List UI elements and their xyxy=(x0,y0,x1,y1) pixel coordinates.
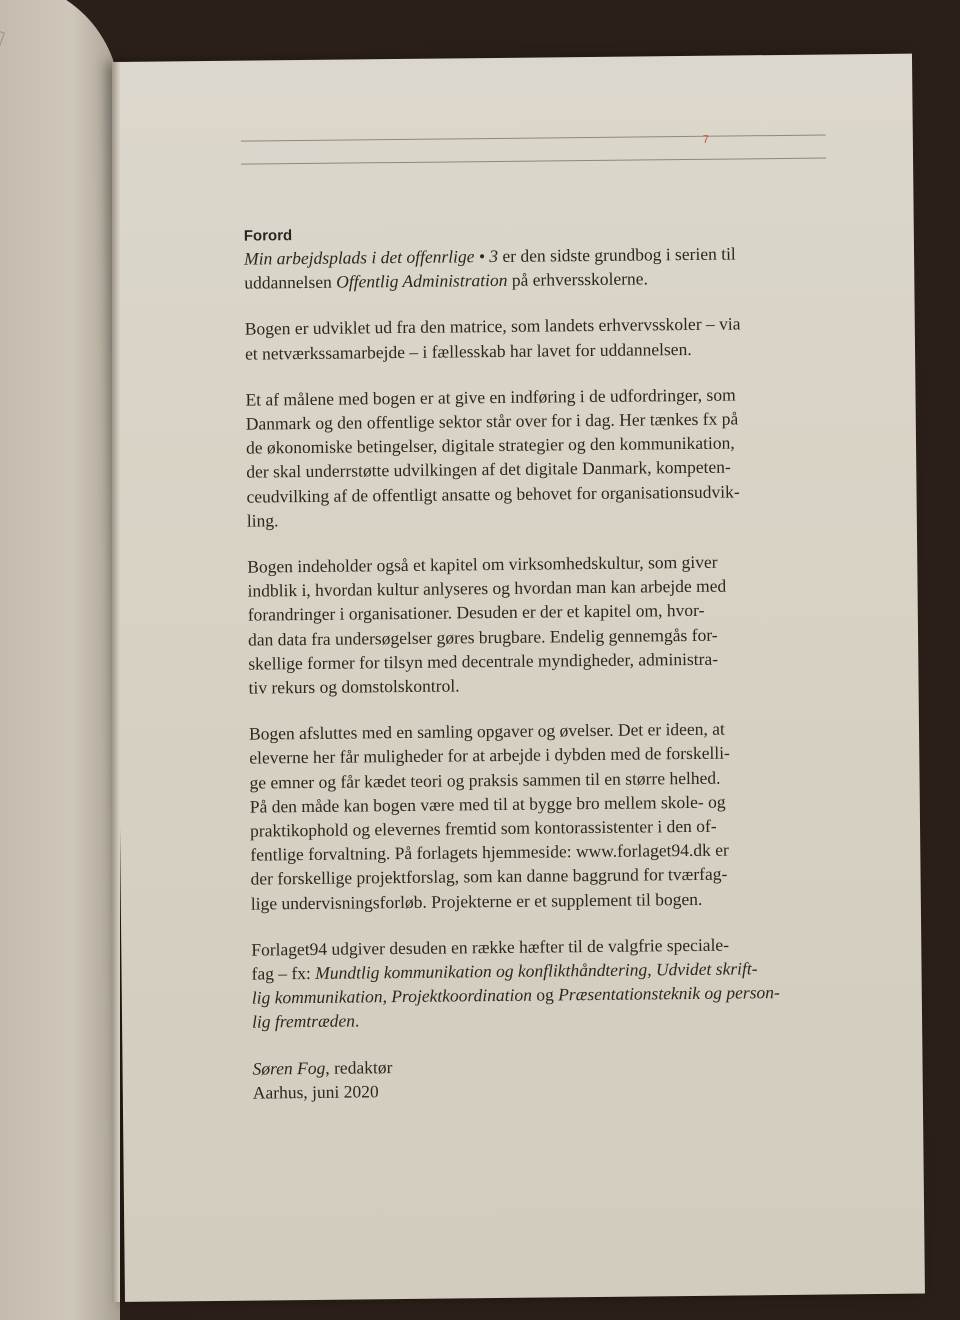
text: Et af målene med bogen er at give en indføring i de udfordringer, som xyxy=(245,384,736,410)
text: der skal underrstøtte udvilkingen af det digitale Danmark, kompeten- xyxy=(246,456,731,483)
paragraph xyxy=(247,549,808,700)
text: et netværkssamarbejde – i fællesskab har lavet for uddannelsen. xyxy=(244,338,692,364)
text-line xyxy=(253,1075,813,1105)
text: ceudvilking af de offentligt ansatte og behovet for organisationsudvik- xyxy=(246,481,740,507)
gutter-shadow xyxy=(112,62,120,1302)
text-line xyxy=(244,265,804,295)
text: praktikophold og elevernes fremtid som kontorassistenter i den of- xyxy=(249,815,717,841)
text: de økonomiske betingelser, digitale strategier og den kommunikation, xyxy=(245,432,735,458)
text: dan data fra undersøgelser gøres brugbare. Endelig gennemgås for- xyxy=(247,624,718,650)
book-page xyxy=(112,54,925,1302)
header-rule-bottom xyxy=(241,158,826,165)
text: Aarhus, juni 2020 xyxy=(252,1081,379,1103)
text: fag – fx: xyxy=(251,963,316,984)
text: på erhversskolerne. xyxy=(507,268,648,291)
text: Bogen afsluttes med en samling opgaver og øvelser. Det er ideen, at xyxy=(248,718,725,744)
text: Bogen indeholder også et kapitel om virksomhedskultur, som giver xyxy=(247,551,718,577)
page-title: Forord xyxy=(243,227,293,245)
italic-text: Offentlig Administration xyxy=(336,270,508,292)
italic-text: Præsentationsteknik og person- xyxy=(558,982,780,1005)
text: . xyxy=(354,1010,360,1031)
paragraph xyxy=(251,932,812,1035)
italic-text: lig kommunikation, Projektkoordination xyxy=(251,984,533,1008)
italic-text: Søren Fog xyxy=(252,1057,326,1079)
italic-text: lig fremtræden xyxy=(251,1010,356,1033)
text: ge emner og får kædet teori og praksis sammen til en større helhed. xyxy=(249,767,721,793)
paragraphs xyxy=(244,241,813,1105)
paragraph xyxy=(244,241,804,295)
text: og xyxy=(531,984,559,1005)
text: ling. xyxy=(246,510,279,531)
text-line xyxy=(245,335,805,365)
text: , redaktør xyxy=(325,1056,393,1078)
text: Forlaget94 udgiver desuden en række hæfter til de valgfrie speciale- xyxy=(251,934,730,960)
page-number: 7 xyxy=(702,133,710,146)
text: forandringer i organisationer. Desuden er der et kapitel om, hvor- xyxy=(247,600,705,626)
paragraph xyxy=(249,716,811,915)
text: Bogen er udviklet ud fra den matrice, som landets erhvervsskoler – via xyxy=(244,313,741,340)
text: der forskellige projektforslag, som kan danne baggrund for tværfag- xyxy=(250,864,728,890)
text-line xyxy=(251,885,811,915)
signature xyxy=(252,1050,812,1104)
text: tiv rekurs og domstolskontrol. xyxy=(248,675,460,698)
text: eleverne her får muligheder for at arbejde i dybden med de forskelli- xyxy=(249,743,730,769)
text: Danmark og den offentlige sektor står over for i dag. Her tænkes fx på xyxy=(245,408,739,434)
header-rule-top xyxy=(241,135,826,142)
text: fentlige forvaltning. På forlagets hjemmeside: www.forlaget94.dk er xyxy=(250,839,729,865)
text: indblik i, hvordan kultur anlyseres og hvordan man kan arbejde med xyxy=(247,575,727,601)
text-line xyxy=(248,670,808,700)
left-page-corner-mark xyxy=(0,19,5,56)
text: er den sidste grundbog i serien til xyxy=(497,243,736,266)
page-body xyxy=(244,221,813,1127)
paragraph xyxy=(245,311,805,365)
paragraph xyxy=(245,382,806,533)
text: På den måde kan bogen være med til at bygge bro mellem skole- og xyxy=(249,791,726,817)
text-line xyxy=(252,1004,812,1034)
italic-text: Mundtlig kommunikation og konflikthåndtering, Udvidet skrift- xyxy=(315,958,758,983)
text: uddannelsen xyxy=(244,271,337,293)
text: lige undervisningsforløb. Projekterne er et supplement til bogen. xyxy=(250,888,703,914)
left-page xyxy=(0,0,120,1320)
text: skellige former for tilsyn med decentrale myndigheder, administra- xyxy=(248,648,719,674)
italic-text: Min arbejdsplads i det offenrlige • 3 xyxy=(243,245,499,269)
